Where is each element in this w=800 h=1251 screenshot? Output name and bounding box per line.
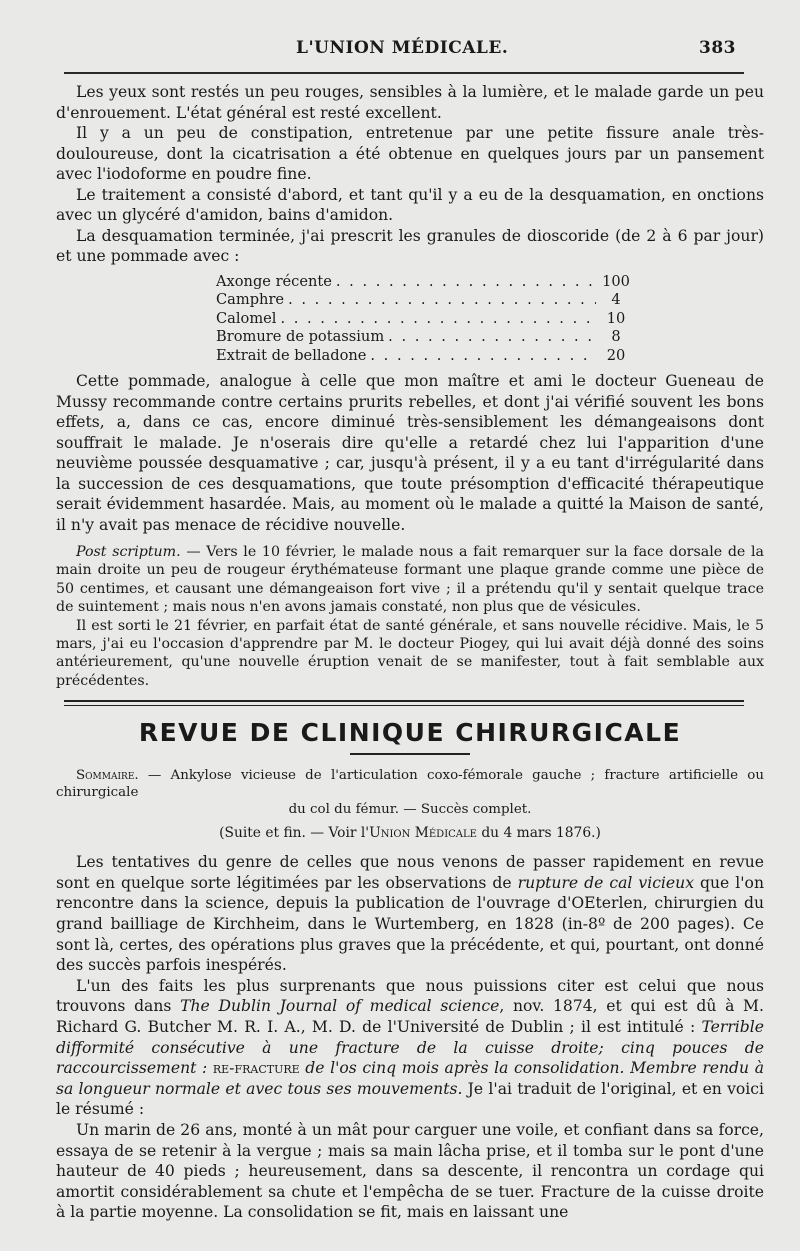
prescription-list — [216, 273, 636, 366]
ingredient-quantity: 20 — [606, 346, 626, 364]
leader-dots — [284, 291, 596, 310]
paragraph: La desquamation terminée, j'ai prescrit les granules de dioscoride (de 2 à 6 par jour) et une pommade avec : — [56, 226, 764, 265]
ingredient-quantity: 10 — [606, 309, 626, 327]
ingredient-name: Camphre — [216, 291, 285, 308]
case-title-smallcaps: re-fracture — [212, 1059, 300, 1078]
page-number: 383 — [699, 38, 736, 58]
case-title-end: de l'os cinq mois après la consolidation. Membre rendu à sa longueur normale et avec tous ses mouvements. — [56, 1059, 764, 1098]
title-rule — [350, 753, 470, 755]
postscript-label: Post scriptum. — [76, 544, 181, 560]
leader-dots — [276, 310, 596, 329]
prescription-item — [216, 291, 636, 310]
case-title: Terrible difformité consécutive à une fracture de la cuisse droite; cinq pouces de raccourcissement : — [56, 1018, 764, 1078]
intro-text — [56, 82, 764, 267]
running-head — [56, 38, 764, 64]
leader-dots — [384, 328, 596, 347]
postscript — [56, 543, 764, 690]
paragraph: L'un des faits les plus surprenants que nous puissions citer est celui que nous trouvons dans The Dublin Journal of medical science, nov. 1874, et qui est dû à M. Richard G. Butcher M. R. I. A., M. D. de l'Université de Dublin ; il est intitulé : Terrible difformité consécutive à une fracture de la cuisse droite; cinq pouces de raccourcissement : re-fracture de l'os cinq mois après la consolidation. Membre rendu à sa longueur normale et avec tous ses mouvements. Je l'ai traduit de l'original, et en voici le résumé : — [56, 976, 764, 1119]
paragraph: Les tentatives du genre de celles que nous venons de passer rapidement en revue sont en quelque sorte légitimées par les observations de rupture de cal vicieux que l'on rencontre dans la science, depuis la publication de l'ouvrage d'OEterlen, chirurgien du grand bailliage de Kirchheim, dans le Wurtemberg, en 1828 (in-8º de 200 pages). Ce sont là, certes, des opérations plus graves que la précédente, et qui, pourtant, ont donné des succès parfois inespérés. — [56, 853, 764, 975]
ingredient-quantity: 4 — [611, 291, 621, 308]
prescription-item — [216, 347, 636, 366]
ingredient-name: Bromure de potassium — [216, 328, 385, 345]
ingredient-name: Calomel — [216, 309, 277, 327]
section-summary — [56, 767, 764, 801]
journal-name: The Dublin Journal of medical science — [180, 997, 500, 1016]
paragraph: Le traitement a consisté d'abord, et tant qu'il y a eu de la desquamation, en onctions avec un glycéré d'amidon, bains d'amidon. — [56, 185, 764, 224]
leader-dots — [332, 273, 596, 292]
journal-title: L'UNION MÉDICALE. — [296, 38, 509, 58]
summary-lead: Sommaire. — [76, 768, 139, 784]
leader-dots — [366, 347, 596, 366]
italic-term: rupture de cal vicieux — [517, 873, 694, 892]
prescription-item — [216, 310, 636, 329]
ingredient-name: Axonge récente — [216, 272, 332, 290]
ingredient-quantity: 100 — [602, 272, 630, 290]
paragraph: Il est sorti le 21 février, en parfait état de santé générale, et sans nouvelle récidive. Mais, le 5 mars, j'ai eu l'occasion d'apprendre par M. le docteur Piogey, qui lui avait déjà donné des soins antérieurement, qu'une nouvelle éruption venait de se manifester, tout à fait semblable aux précédentes. — [56, 617, 764, 689]
summary-text: — Ankylose vicieuse de l'articulation coxo-fémorale gauche ; fracture artificielle ou chirurgicale — [56, 768, 764, 801]
paragraph: Cette pommade, analogue à celle que mon maître et ami le docteur Gueneau de Mussy recommande contre certains prurits rebelles, et dont j'ai vérifié souvent les bons effets, a, dans ce cas, encore diminué très-sensiblement les démangeaisons dont souffrait le malade. Je n'oserais dire qu'elle a retardé chez lui l'apparition d'une neuvième poussée desquamative ; car, jusqu'à présent, il y a eu tant d'irrégularité dans la succession de ces desquamations, que toute présomption d'efficacité thérapeutique serait évidemment hasardée. Mais, au moment où le malade a quitté la Maison de santé, il n'y avait pas menace de récidive nouvelle. — [56, 372, 764, 534]
journal-reference: Union Médicale — [369, 825, 477, 842]
header-rule — [64, 72, 744, 74]
ingredient-quantity: 8 — [611, 328, 621, 345]
postscript-text: — Vers le 10 février, le malade nous a fait remarquer sur la face dorsale de la main droite un peu de rougeur érythémateuse formant une plaque grande comme une pièce de 50 centimes, et causant une démangeaison fort vive ; il a prétendu qu'il y sentait quelque trace de suintement ; mais nous n'en avons jamais constaté, non plus que de vésicules. — [56, 544, 764, 616]
after-recipe-text — [56, 371, 764, 535]
article-body — [56, 852, 764, 1223]
section-title: REVUE DE CLINIQUE CHIRURGICALE — [138, 718, 682, 748]
paragraph — [56, 543, 764, 617]
paragraph: Les yeux sont restés un peu rouges, sensibles à la lumière, et le malade garde un peu d'enrouement. L'état général est resté excellent. — [56, 83, 764, 122]
section-divider — [64, 700, 744, 706]
continuation-note: (Suite et fin. — Voir l'Union Médicale du 4 mars 1876.) — [219, 825, 601, 842]
prescription-item — [216, 273, 636, 292]
ingredient-name: Extrait de belladone — [216, 346, 367, 364]
paragraph: Un marin de 26 ans, monté à un mât pour carguer une voile, et confiant dans sa force, essaya de se retenir à la vergue ; mais sa main lâcha prise, et il tomba sur le pont d'une hauteur de 40 pieds ; heureusement, dans sa descente, il rencontra un cordage qui amortit considérablement sa chute et l'empêcha de se tuer. Fracture de la cuisse droite à la partie moyenne. La consolidation se fit, mais en laissant une — [56, 1120, 764, 1222]
paragraph: Il y a un peu de constipation, entretenue par une petite fissure anale très-douloureuse, dont la cicatrisation a été obtenue en quelques jours par un pansement avec l'iodoforme en poudre fine. — [56, 124, 764, 183]
summary-text-continued: du col du fémur. — Succès complet. — [288, 802, 532, 818]
prescription-item — [216, 328, 636, 347]
